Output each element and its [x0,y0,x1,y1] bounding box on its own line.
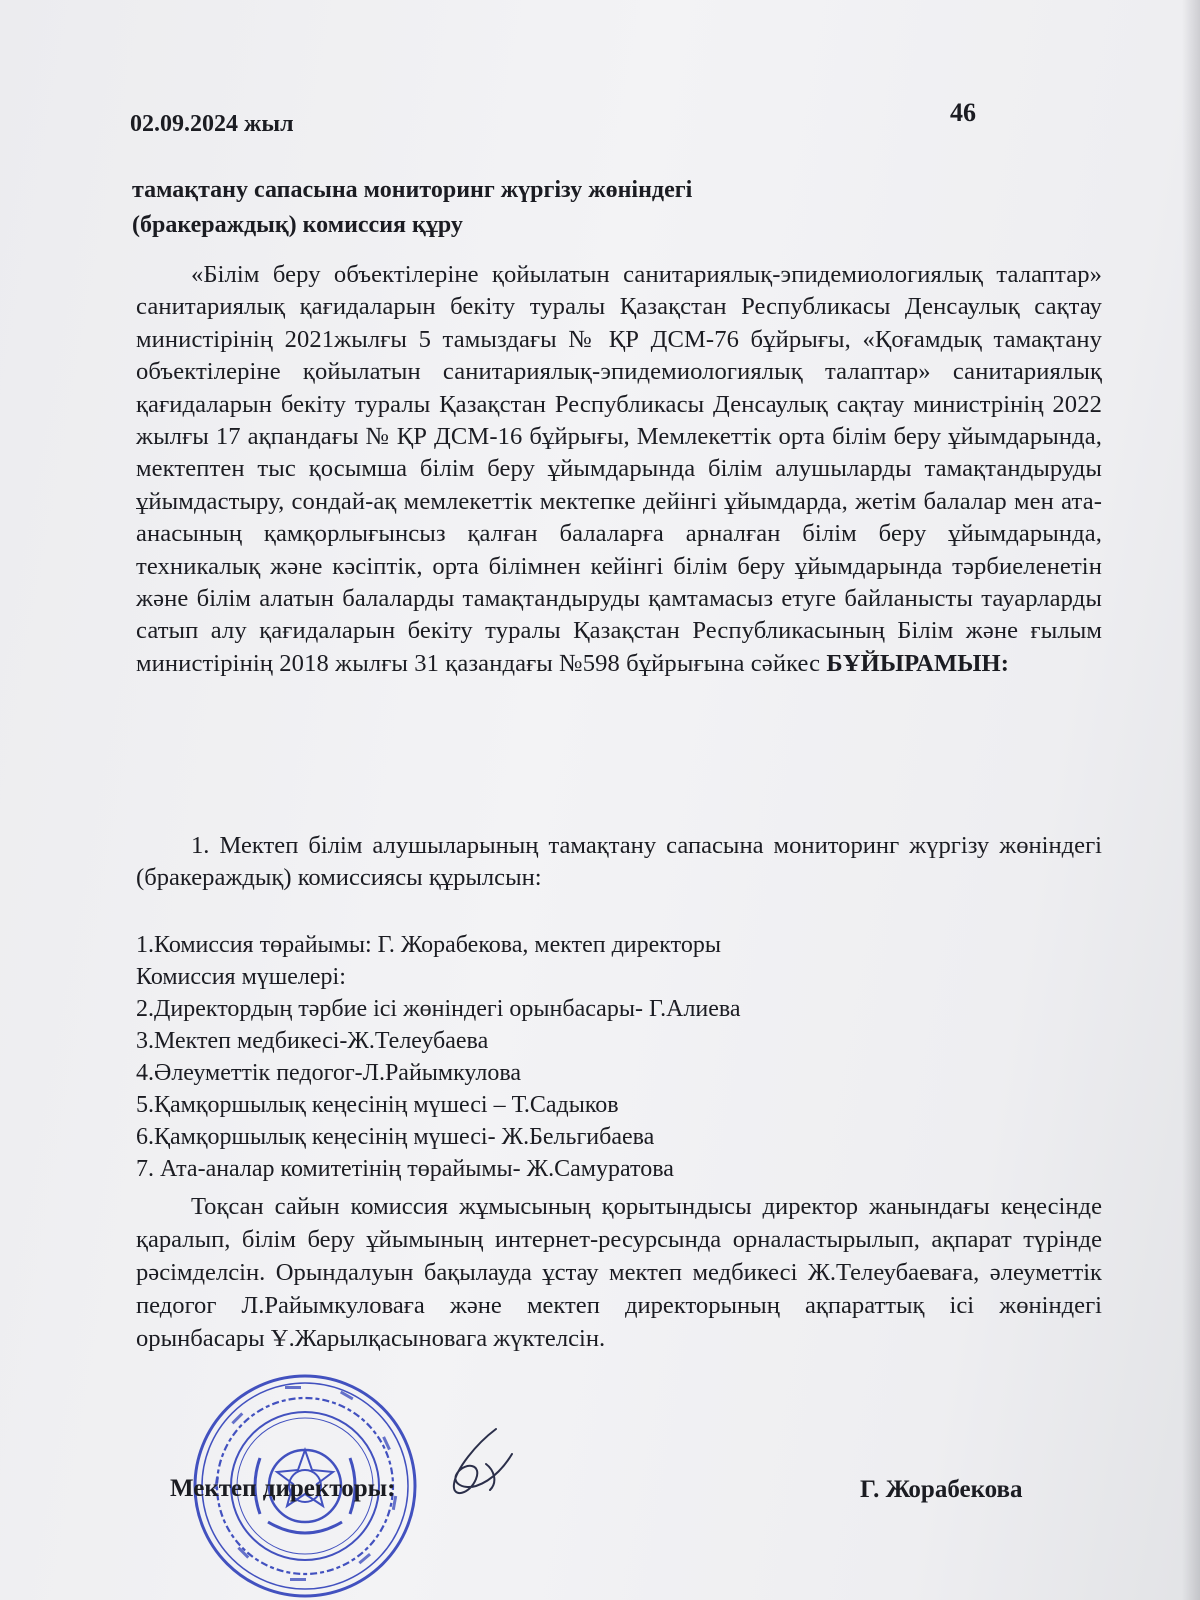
order-word: БҰЙЫРАМЫН: [826,649,1010,677]
preamble-text: «Білім беру объектілеріне қойылатын санитариялық-эпидемиологиялық талаптар» санитариялық қағидаларын бекіту туралы Қазақстан Республикасы Денсаулық сақтау министірінің 2021жылғы 5 тамыздағы № ҚР ДСМ-76 бұйрығы, «Қоғамдық тамақтану объектілеріне қойылатын санитариялық-эпидемиологиялық талаптар» санитариялық қағидаларын бекіту туралы Қазақстан Республикасы Денсаулық сақтау министрінің 2022 жылғы 17 ақпандағы № ҚР ДСМ-16 бұйрығы, Мемлекеттік орта білім беру ұйымдарында, мектептен тыс қосымша білім беру ұйымдарында білім алушыларды тамақтандыруды ұйымдастыру, сондай-ақ мемлекеттік мектепке дейінгі ұйымдарда, жетім балалар мен ата-анасының қамқорлығынсыз қалған балаларға арналған білім беру ұйымдарында, техникалық және кәсіптік, орта білімнен кейінгі білім беру ұйымдарында тәрбиеленетін және білім алатын балаларды тамақтандыруды қамтамасыз етуге байланысты тауарларды сатып алу қағидаларын бекіту туралы Қазақстан Республикасының Білім және ғылым министірінің 2018 жылғы 31 қазандағы №598 бұйрығына сәйкес [136,261,1102,677]
order-title [132,173,892,243]
member-item: 3.Мектеп медбикесі-Ж.Телеубаева [136,1028,489,1054]
commission-members [136,929,1036,1185]
order-title-line-2: (бракераждық) комиссия құру [132,212,463,238]
order-number: 46 [950,98,976,127]
handwritten-signature-icon [436,1424,526,1504]
member-item: 5.Қамқоршылық кеңесінің мүшесі – Т.Садыков [136,1092,619,1118]
member-item: 4.Әлеуметтік педогог-Л.Райымкулова [136,1060,522,1086]
members-heading: Комиссия мүшелері: [136,964,346,990]
signature-label: Мектеп директоры: [170,1475,396,1502]
director-name: Г. Жорабекова [860,1476,1023,1503]
closing-paragraph: Тоқсан сайын комиссия жұмысының қорытындысы директор жанындағы кеңесінде қаралып, білім беру ұйымының интернет-ресурсында орналастырылып, ақпарат түрінде рәсімделсін. Орындалуын бақылауда ұстау мектеп медбикесі Ж.Телеубаеваға, әлеуметтік педогог Л.Райымкуловаға және мектеп директорының ақпараттық ісі жөніндегі орынбасары Ұ.Жарылқасыновага жүктелсін. [136,1193,1102,1352]
order-title-line-1: тамақтану сапасына мониторинг жүргізу жөніндегі [132,177,693,203]
item-1-paragraph: 1. Мектеп білім алушыларының тамақтану сапасына мониторинг жүргізу жөніндегі (бракераждық) комиссиясы құрылсын: [136,832,1102,892]
preamble-paragraph [136,259,1102,680]
order-date: 02.09.2024 жыл [130,111,294,137]
member-item: 2.Директордың тәрбие ісі жөніндегі орынбасары- Г.Алиева [136,996,741,1022]
commission-chair: 1.Комиссия төрайымы: Г. Жорабекова, мектеп директоры [136,932,721,958]
member-item: 7. Ата-аналар комитетінің төрайымы- Ж.Самуратова [136,1156,674,1182]
member-item: 6.Қамқоршылық кеңесінің мүшесі- Ж.Бельгибаева [136,1124,655,1150]
